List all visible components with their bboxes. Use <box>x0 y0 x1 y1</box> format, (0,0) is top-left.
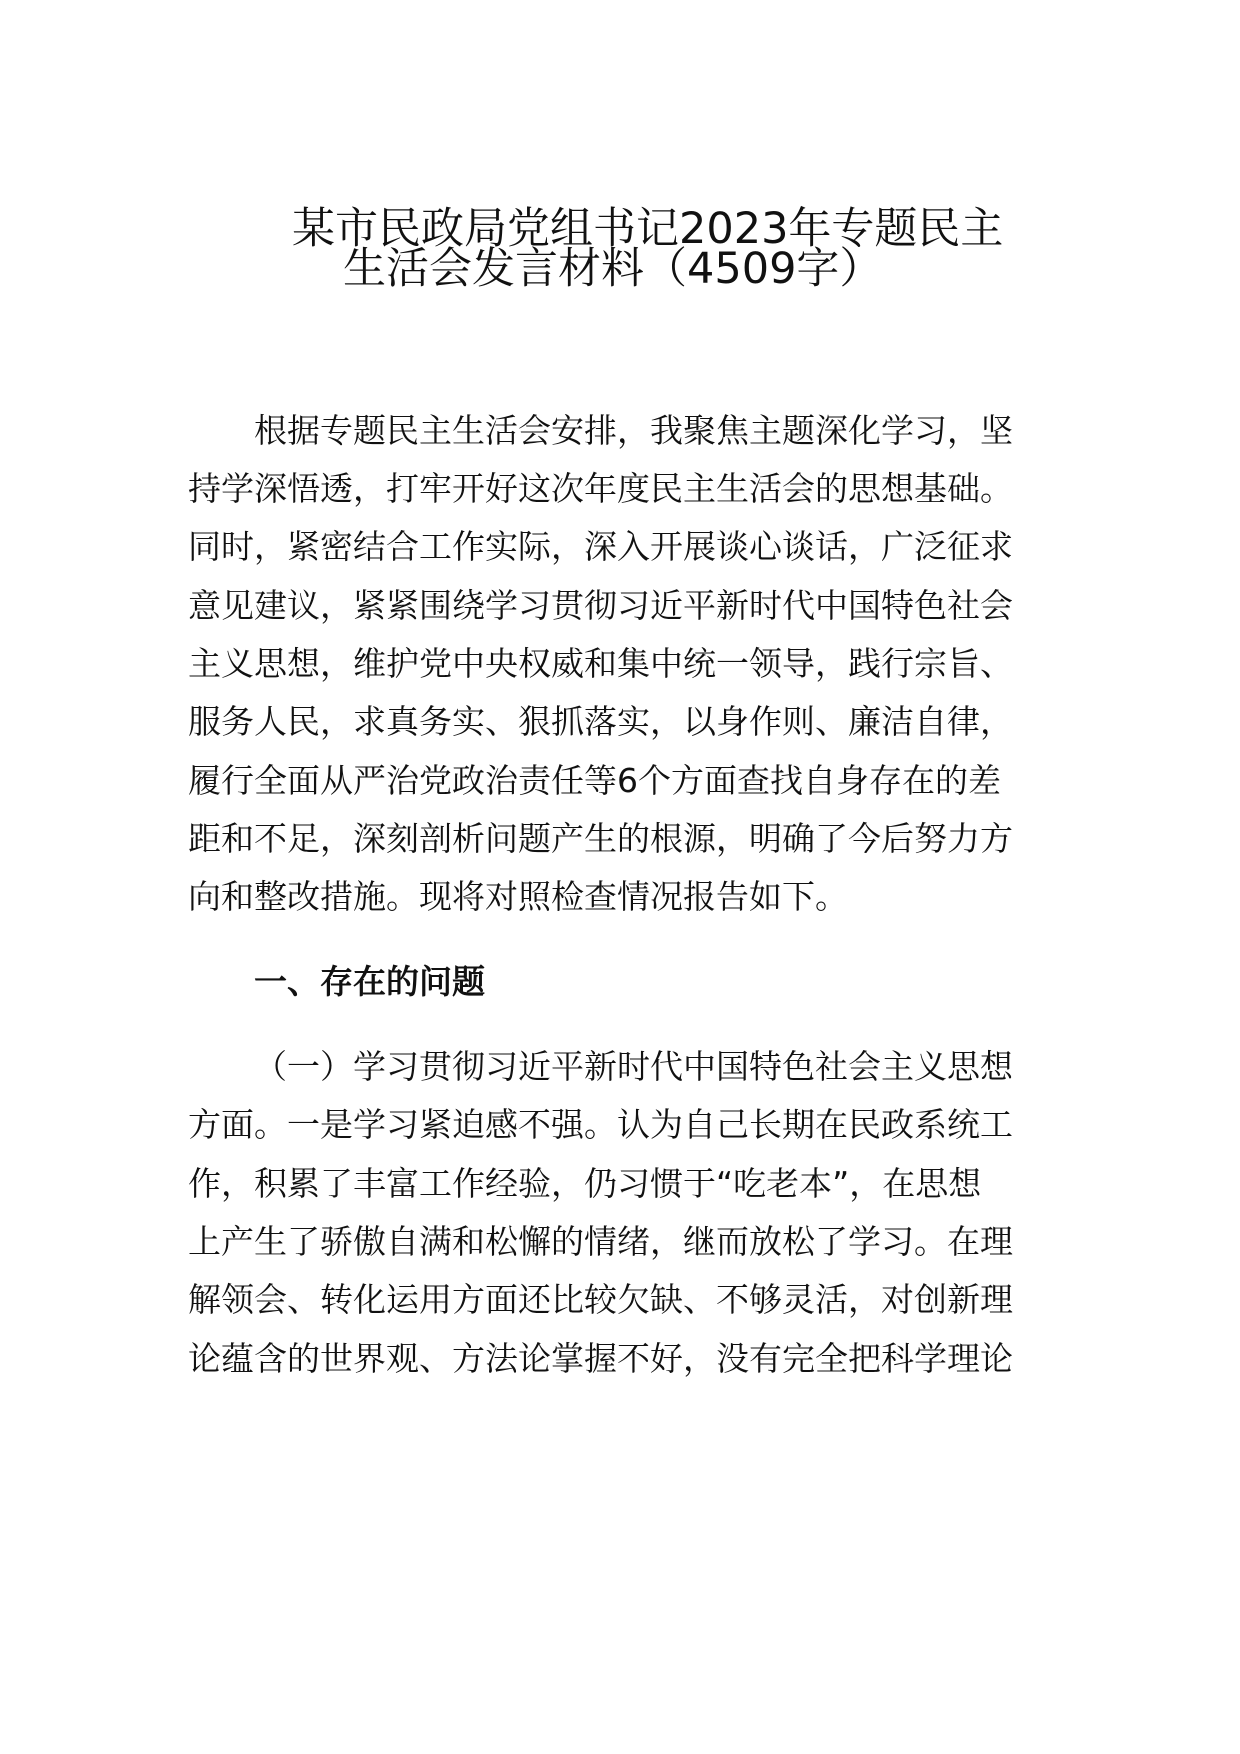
document-title-text-2: 生活会发言材料（4509字） <box>343 244 883 294</box>
section-heading: 一、存在的问题 <box>254 962 485 1001</box>
intro-paragraph-line: 向和整改措施。现将对照检查情况报告如下。 <box>188 877 848 916</box>
intro-paragraph-line: 主义思想，维护党中央权威和集中统一领导，践行宗旨、 <box>188 644 1013 683</box>
intro-paragraph-line: 履行全面从严治党政治责任等6个方面查找自身存在的差 <box>188 761 1001 800</box>
intro-paragraph-line: 根据专题民主生活会安排，我聚焦主题深化学习，坚 <box>254 411 1013 450</box>
section-paragraph-line: 方面。一是学习紧迫感不强。认为自己长期在民政系统工 <box>188 1105 1013 1144</box>
section-paragraph-line: 解领会、转化运用方面还比较欠缺、不够灵活，对创新理 <box>188 1280 1013 1319</box>
intro-paragraph-line: 距和不足，深刻剖析问题产生的根源，明确了今后努力方 <box>188 819 1013 858</box>
document-title-text-1: 某市民政局党组书记2023年专题民主 <box>292 204 1004 254</box>
section-paragraph-line: 作，积累了丰富工作经验，仍习惯于“吃老本”，在思想 <box>188 1164 982 1203</box>
intro-paragraph-line: 服务人民，求真务实、狠抓落实，以身作则、廉洁自律， <box>188 702 1013 741</box>
section-paragraph-line: 论蕴含的世界观、方法论掌握不好，没有完全把科学理论 <box>188 1339 1013 1378</box>
section-paragraph-line: （一）学习贯彻习近平新时代中国特色社会主义思想 <box>254 1047 1013 1086</box>
intro-paragraph-line: 持学深悟透，打牢开好这次年度民主生活会的思想基础。 <box>188 469 1013 508</box>
intro-paragraph-line: 同时，紧密结合工作实际，深入开展谈心谈话，广泛征求 <box>188 527 1013 566</box>
section-paragraph-line: 上产生了骄傲自满和松懈的情绪，继而放松了学习。在理 <box>188 1222 1013 1261</box>
intro-paragraph-line: 意见建议，紧紧围绕学习贯彻习近平新时代中国特色社会 <box>188 586 1013 625</box>
